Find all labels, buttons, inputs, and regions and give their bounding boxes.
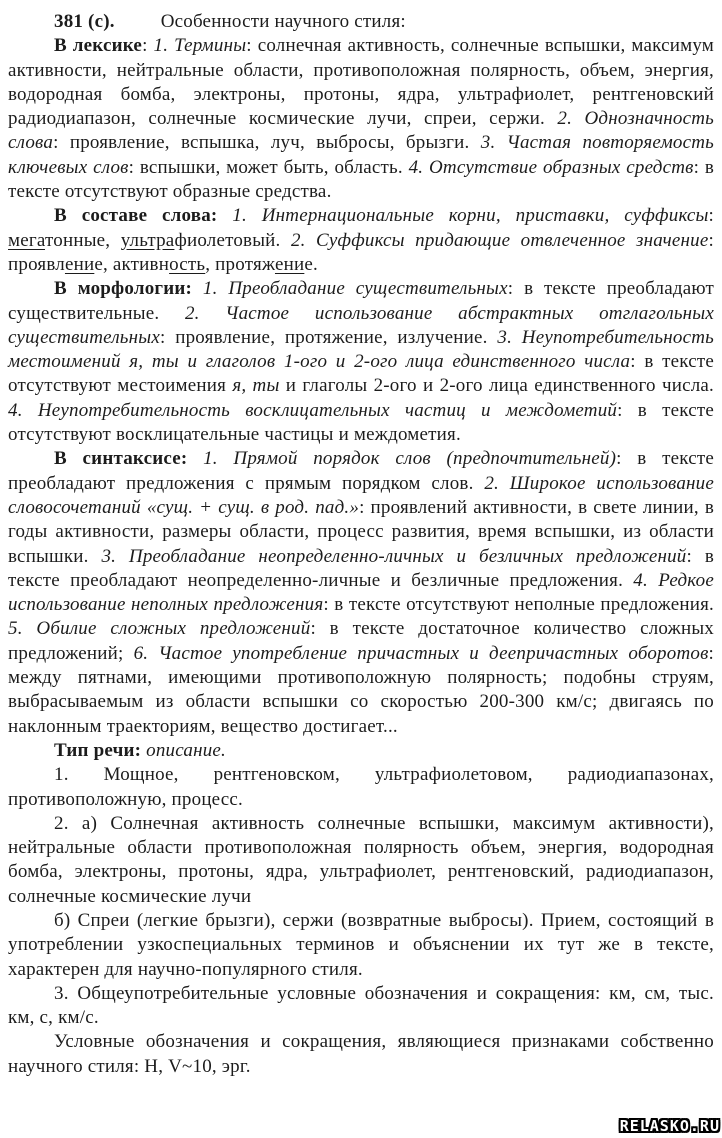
text-segment: е. [304,253,318,275]
text-segment: : в тексте преобладают существительные. [8,278,714,324]
text-segment: : проявл [8,229,715,275]
text-segment: : в тексте достаточное количество сложных предложений; [8,618,714,664]
text-segment: Условные обозначения и сокращения, являющиеся признаками собственно научного стиля: Н, V~10, эрг. [8,1031,714,1077]
para-sintaksis [8,447,714,739]
text-segment: е, активн [94,253,170,275]
site-watermark: RELASKO.RU [619,1117,720,1135]
text-segment: 1. Преобладание существительных [202,278,508,300]
text-segment: 381 (с). [54,11,115,32]
text-segment: : в тексте отсутствуют неполные предложения. [323,594,714,616]
text-segment: : между пятнами, имеющими противоположную полярность; подобны струям, выбрасываемым из области вспышки со скоростью 200-300 км/с; двигаясь по наклонным траекториям, вещество достигает... [8,642,715,737]
para-morfologiya [8,277,714,447]
text-segment: 3. Частая повторяемость ключевых слов [8,132,714,178]
text-segment: : в тексте отсутствуют восклицательные частицы и междометия. [8,399,714,446]
para-sostav-slova [8,204,714,277]
title-line [8,10,714,34]
text-segment: 1. Интернациональные корни, приставки, суффиксы [232,205,709,227]
text-segment: : проявлений активности, в свете линии, в годы активности, размеры области, процесс развития, время вспышки, из области вспышки. [8,496,714,567]
text-segment: 3. Общеупотребительные условные обозначения и сокращения: км, см, тыс. км, с, км/с. [8,982,714,1029]
text-segment: 1. Мощное, рентгеновском, ультрафиолетовом, радиодиапазонах, противоположную, процесс. [8,764,714,810]
text-segment: : солнечная активность, солнечные вспышки, максимум активности, нейтральные области, противоположная полярность, объем, энергия, водородная бомба, электроны, протоны, ядра, ультрафиолет, рентгеновский радиодиапазон, солнечные космические лучи, спреи, сержи. [8,35,714,130]
text-segment: В лексике [54,35,143,57]
text-segment: 3. Неупотребительность местоимений я, ты и глаголов 1-ого и 2-ого лица единственного числа [8,326,714,373]
para-item-1 [8,763,714,812]
para-tip-rechi [8,739,714,763]
text-segment: фиолетовый. [174,229,291,251]
text-segment: 4. Неупотребительность восклицательных частиц и междометий [8,399,618,421]
para-item-2a [8,812,714,909]
text-segment: Тип речи: [54,739,147,761]
text-segment: 6. Частое употребление причастных и деепричастных оборотов [133,642,709,664]
para-item-2b [8,909,714,982]
text-segment: В морфологии: [54,278,203,300]
text-segment: : в тексте отсутствуют местоимения [8,351,714,397]
text-segment: : [708,205,714,227]
text-segment: : проявление, вспышка, луч, выбросы, брызги. [53,132,481,154]
text-segment: 2. а) Солнечная активность солнечные вспышки, максимум активности), нейтральные области противоположная полярность объем, энергия, водородная бомба, электроны, протоны, ядра, ультрафиолет, рентгеновский, радиодиапазон, солнечные космические лучи [8,812,714,907]
text-segment: мега [8,229,45,251]
text-segment: б) Спреи (легкие брызги), сержи (возвратные выбросы). Прием, состоящий в употреблении узкоспециальных терминов и объяснении их тут же в тексте, характерен для научно-популярного стиля. [8,909,714,980]
text-segment: ени [64,253,95,275]
text-segment: В составе слова: [54,205,233,227]
text-segment: : проявление, протяжение, излучение. [159,326,498,348]
text-segment: 2. Однозначность слова [8,108,714,154]
text-segment: 1. Прямой порядок слов (предпочтительней) [203,448,617,470]
text-segment: ость [169,253,206,275]
text-segment: : [142,35,154,57]
text-segment: 2. Суффиксы придающие отвлеченное значение [290,229,709,251]
text-segment: : в тексте преобладают неопределенно-личные и безличные предложения. [8,545,714,591]
para-conclusion [8,1030,714,1079]
text-segment: 4. Отсутствие образных средств [408,156,694,178]
text-segment: 2. Частое использование абстрактных отглагольных существительных [8,302,714,348]
text-segment: ультра [120,229,175,251]
text-segment: тонные, [45,229,121,251]
text-segment: : вспышки, может быть, область. [128,156,409,178]
text-segment: и глаголы 2-ого и 2-ого лица единственного числа. [279,375,714,397]
text-segment: : в тексте преобладают предложения с прямым порядком слов. [8,448,714,494]
document-body [8,10,714,1079]
text-segment: 5. Обилие сложных предложений [8,618,311,640]
text-segment: , протяж [205,253,275,275]
text-segment: 2. Широкое использование словосочетаний «сущ. + сущ. в род. пад.» [8,472,714,518]
document-page [8,10,714,1079]
text-segment: : в тексте отсутствуют образные средства. [8,156,714,203]
para-item-3 [8,982,714,1031]
para-lexika [8,34,714,204]
text-segment: я, ты [232,375,280,397]
text-segment: ени [274,253,305,275]
text-segment: 3. Преобладание неопределенно-личных и безличных предложений [101,545,687,567]
text-segment: описание. [146,739,226,761]
text-segment: В синтаксисе: [54,448,204,470]
text-segment: 4. Редкое использование неполных предложения [8,569,714,616]
text-segment: Особенности научного стиля: [160,11,406,32]
text-segment: 1. Термины [153,35,247,57]
